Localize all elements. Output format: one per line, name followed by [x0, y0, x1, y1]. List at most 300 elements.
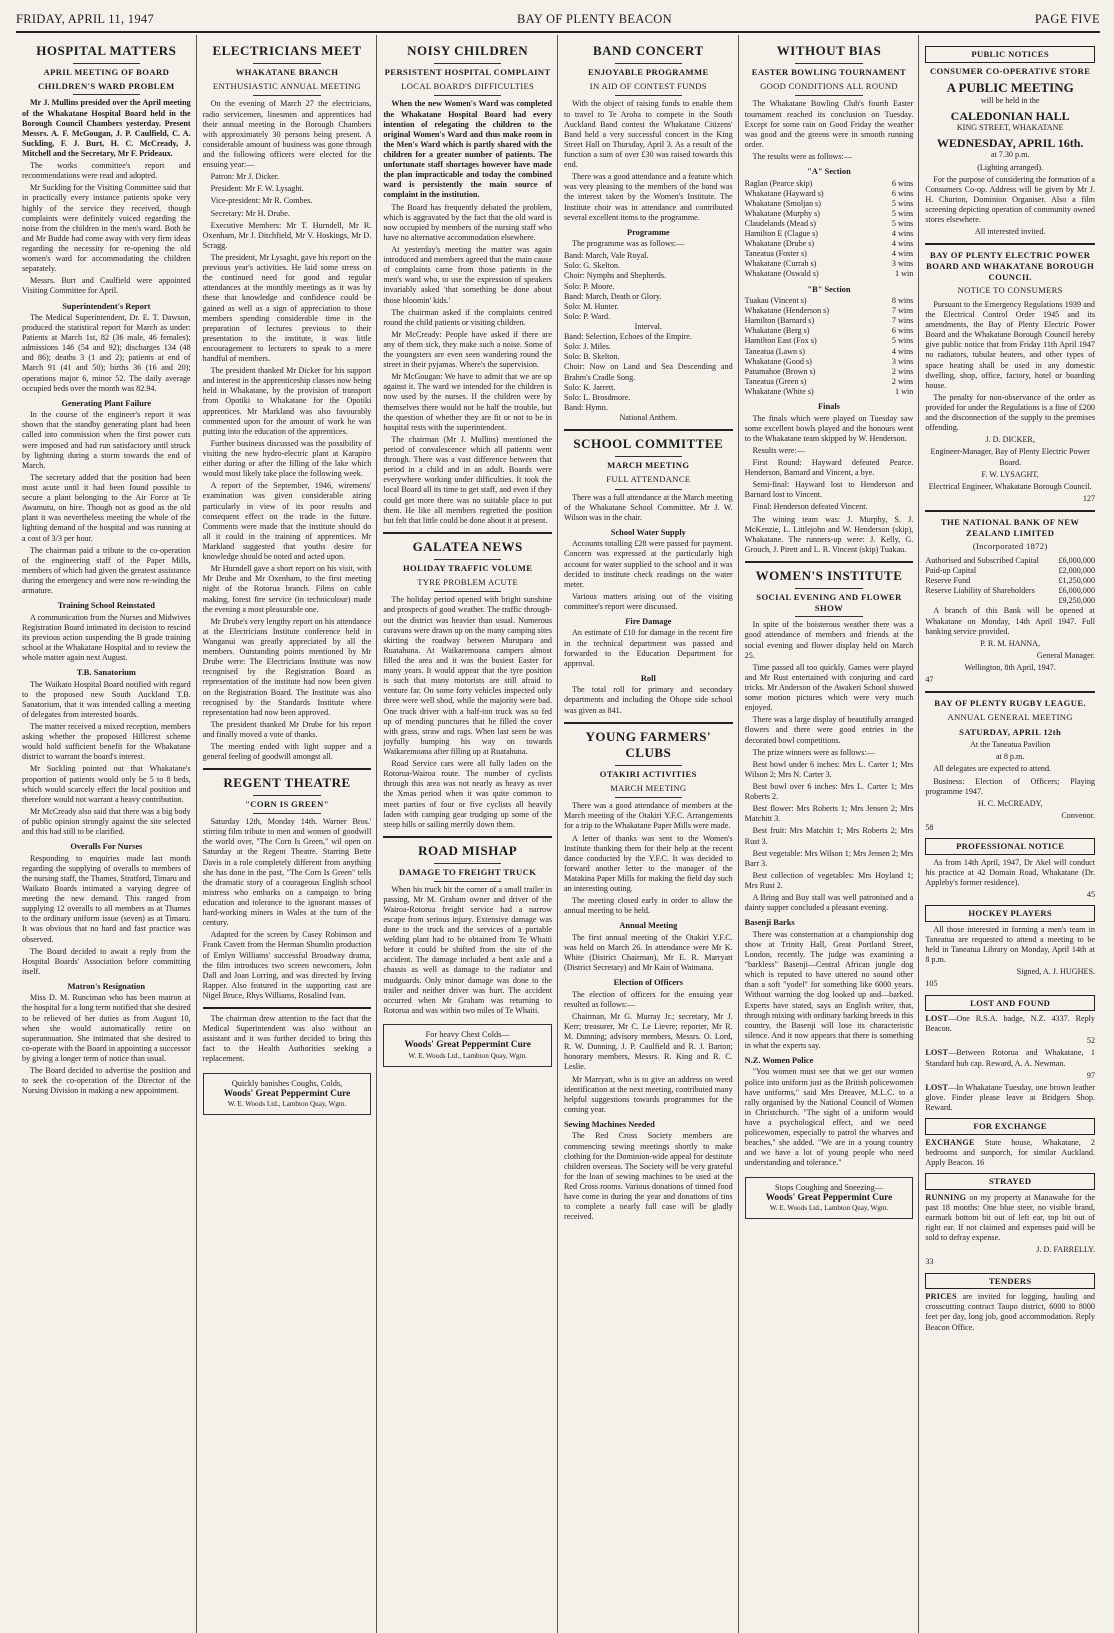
- section-heading: Roll: [640, 673, 656, 683]
- divider: [615, 95, 682, 96]
- table-row: [745, 377, 914, 387]
- subhead-childrens-ward: CHILDREN'S WARD PROBLEM: [38, 80, 175, 91]
- article-separator: [564, 429, 733, 431]
- ad-tagline: Stops Coughing and Sneezing—: [774, 1182, 884, 1192]
- paragraph: The programme was as follows:—: [572, 239, 685, 249]
- divider: [253, 63, 320, 64]
- subhead-april-meeting: APRIL MEETING OF BOARD: [43, 67, 170, 78]
- paragraph: First Round: Hayward defeated Pearce. Henderson, Barnard and Vincent, a bye.: [744, 457, 914, 478]
- divider: [73, 94, 140, 95]
- programme-item: Solo: B. Skelton.: [564, 352, 620, 362]
- paragraph: Mr McCready also said that there was a big body of public opinion strongly against the site selected and this had still to be clarified.: [22, 806, 191, 837]
- classified-keyword: RUNNING: [925, 1192, 967, 1202]
- paragraph: The finals which were played on Tuesday saw some excellent bowls played and the honours went to the Whakatane team skipped by W. Henderson.: [744, 413, 914, 443]
- paragraph: With the object of raising funds to enable them to travel to Te Aroha to compete in the South Auckland Band contest the Whakatane Citizens' Band held a very successful concert in the King Street Hall on Thursday, April 3. As a result of the function a sum of over £30 was raised towards this end.: [564, 99, 733, 170]
- subhead-local-board: LOCAL BOARD'S DIFFICULTIES: [401, 80, 535, 91]
- ad-tagline: Quickly banishes Coughs, Colds,: [231, 1078, 343, 1088]
- table-row: [745, 296, 914, 306]
- section-heading: "A" Section: [807, 167, 851, 177]
- masthead: [16, 10, 1100, 33]
- paragraph: There was a good attendance and a feature which was very pleasing to the members of the band was the interest taken by the Women's Institute. The Institute choir was in attendance and contributed several excellent items to the programme.: [564, 172, 733, 222]
- team-name: Hamilton (Barnard s): [744, 316, 815, 326]
- table-row: [745, 249, 914, 259]
- classified-ad: [925, 1014, 1095, 1034]
- subhead-whakatane-branch: WHAKATANE BRANCH: [235, 67, 339, 78]
- paragraph: There was consternation at a championship dog show at Trinity Hall, Great Portland Street, London, recently. The judge was examining a "barkless" Basenji—Central African jungle dog which is reputed to have uttered no sound other than a soft "yodel" for something like 6000 years. Without warning the dog looked up and—barked. Experts have stated, says an English writer, that, through mixing with ordinary barking breeds in this country, the Basenji will lose its characteristic silence. And it now appears that there is something in what the experts say.: [744, 929, 914, 1050]
- paragraph: Adapted for the screen by Casey Robinson and Frank Cavett from the Herman Shumlin production of Emlyn Williams' successful Broadway drama, the film introduces two screen newcomers, John Dall and Joan Lorring, and was directed by Irving Rapper. Also featured in the supporting cast are Nigel Bruce, Rhys Williams, Rosalind Ivan.: [202, 930, 372, 1000]
- paragraph: Mr McCready: People have asked if there are any of them sick, they make such a noise. Some of the youngsters are even seen wandering round the street in their pyjamas. Where's the supervision.: [383, 329, 552, 370]
- table-row: [745, 189, 914, 199]
- paragraph: The Waikato Hospital Board notified with regard to the proposed new South Auckland T.B. Sanatorium, that it was intended calling a meeting of delegates from interested boards.: [22, 679, 191, 719]
- section-heading: N.Z. Women Police: [744, 1056, 814, 1066]
- public-notices-header: PUBLIC NOTICES: [925, 46, 1095, 63]
- section-heading: Election of Officers: [613, 978, 683, 988]
- programme-item: Solo: P. Ward.: [564, 311, 611, 321]
- article-separator: [203, 1007, 372, 1009]
- signatory: Signed, A. J. HUGHES.: [1016, 967, 1095, 977]
- table-row: [745, 387, 914, 397]
- for-exchange-header: FOR EXCHANGE: [925, 1118, 1095, 1135]
- paragraph: When his truck hit the corner of a small trailer in passing, Mr M. Graham owner and driver of the Wairoa-Rotorua freight service had a narrow escape from serious injury. Extensive damage was done to the truck and the services of a portable welding plant had to be obtained from Te Whaiti before it could be shifted from the site of the accident. The damage included a bent axle and a chassis as well as damage to the radiator and mudguards. Only minor damage was done to the trailer and neither driver was hurt. The accident occurred when Mr Graham was returning to Rotorua and was within two miles of Te Whaiti.: [383, 884, 552, 1015]
- paragraph: The Board has frequently debated the problem, which is aggravated by the fact that the old ward is now occupied by members of the nursing staff who have no alternative accommodation elsewhere.: [383, 202, 552, 242]
- section-heading: Fire Damage: [625, 617, 672, 627]
- results-table-b: [745, 296, 914, 397]
- section-heading: Annual Meeting: [619, 921, 678, 931]
- paragraph: An estimate of £10 for damage in the recent fire in the technical department was passed and forwarded to the Education Department for approval.: [564, 628, 733, 668]
- paragraph: All interested invited.: [974, 227, 1046, 237]
- paragraph: A report of the September, 1946, wiremens' examination was given considerable airing particularly in view of its poor results and consequent effect on the trade in the future. Comments were made that the institute should do all it could in the training of apprentices. Mr Markland suggested that youths desire for knowledge should be noted and acted upon.: [202, 481, 372, 562]
- classified-keyword: LOST: [925, 1082, 949, 1092]
- team-wins: 4 wins: [891, 249, 914, 259]
- notice-number: 47: [925, 675, 934, 685]
- officer-entry: Secretary: Mr H. Drube.: [210, 208, 290, 218]
- notice-number: 45: [1086, 890, 1095, 900]
- paragraph: Road Service cars were all fully laden on the Rotorua-Wairoa route. The number of cyclists through this area was not nearly as heavy as over the Xmas period when it was quite common to meet parties of four or five cyclists all heavily laden with camping gear trudging up some of the steep hills or sailing merrily down them.: [383, 759, 552, 829]
- notice-subtitle: (Incorporated 1872): [972, 541, 1048, 552]
- results-table-a: [745, 179, 914, 280]
- paragraph: Messrs. Burt and Caulfield were appointed Visiting Committee for April.: [22, 276, 191, 296]
- lost-and-found-header: LOST AND FOUND: [925, 995, 1095, 1012]
- team-wins: 2 wins: [891, 366, 914, 376]
- paragraph: Business: Election of Officers; Playing programme 1947.: [925, 776, 1095, 796]
- paragraph: "You women must see that we get our women police into uniform just as the British policewomen have uniforms," said Mrs Dreaver, M.L.C. to a rally organised by the National Council of Women in Christchurch. "The sight of a uniform would have a psychological effect, and we need policewomen, especially to patrol the wharves and beaches," she added. "We are in a young country and we have a lot of young people who need understanding and tolerance.": [744, 1067, 914, 1168]
- notice-rugby-league: BAY OF PLENTY RUGBY LEAGUE.: [934, 698, 1087, 709]
- section-heading: T.B. Sanatorium: [76, 668, 136, 678]
- prize-entry: Best bowl under 6 inches: Mrs L. Carter 1; Mrs Wilson 2; Mrs N. Carter 3.: [744, 759, 914, 779]
- paragraph: The chairman paid a tribute to the co-operation of the engineering staff of the Paper Mills, members of which had given the greatest assistance during the emergency and were now re-winding the armature.: [22, 545, 191, 596]
- prize-entry: Best bowl over 6 inches: Mrs L. Carter 1; Mrs Roberts 2.: [744, 782, 914, 802]
- paragraph: Mr Suckling pointed out that Whakatane's proportion of patients would only be 5 to 8 beds, which would scarcely effect the local position and therefore would not warrant a heavy contribution.: [22, 764, 191, 804]
- team-name: Taneatua (Lawn s): [744, 346, 805, 356]
- divider: [434, 863, 501, 864]
- article-lead: Mr J. Mullins presided over the April meeting of the Whakatane Hospital Board held in the Borough Council Chambers yesterday. Present Messrs. A. F. McGougan, J. P. Caulfield, C. A. Suckling, F. J. Burt, H. C. McCready, J. Mitchell and the Secretary, Mr F. Prideaux.: [22, 98, 191, 158]
- meeting-date: SATURDAY, APRIL 12th: [959, 726, 1062, 737]
- paragraph: Miss D. M. Runciman who has been matron at the hospital for a long term notified that she desired to be relieved of her duties as from August 10, when she would automatically retire on superannuation. She intimated that she desired to co-operate with the Board in appointing a successor by giving a longer term of notice than usual.: [22, 993, 191, 1064]
- classified-keyword: LOST: [925, 1014, 949, 1024]
- section-heading: Generating Plant Failure: [61, 398, 152, 408]
- paragraph: Mr Suckling for the Visiting Committee said that in practically every instance patients spoke very highly of the service they received, though complaints were definitely voiced regarding the noise from the children in the men's ward. Both he and Mr Budde had come away with very firm ideas regarding the necessity for re-opening the old women's ward for accommodating the children separately.: [22, 183, 191, 274]
- subhead-holiday-traffic: HOLIDAY TRAFFIC VOLUME: [402, 563, 533, 574]
- table-row: [925, 556, 1095, 566]
- notice-consumer-coop: CONSUMER CO-OPERATIVE STORE: [929, 65, 1091, 76]
- team-name: Whakatane (Smoljan s): [744, 198, 821, 208]
- team-name: Claudelands (Mead s): [744, 218, 816, 228]
- ad-product: Woods' Great Peppermint Cure: [404, 1040, 531, 1051]
- officer-entry: Patron: Mr J. Dicker.: [210, 172, 280, 182]
- subhead-tyre-problem: TYRE PROBLEM ACUTE: [417, 576, 519, 587]
- paragraph: The president, Mr Lysaght, gave his report on the previous year's activities. He laid some stress on the continued need for good and regular attendances at the monthly meetings as it was by these that knowledge and confidence could be gained as well as a sign of appreciation to those members spending considerable time in the preparation of lectures previous to their presentation to the institute, it was little encouragement to lecturers to speak to a mere handful of members.: [202, 252, 372, 364]
- capital-value: £1,250,000: [1058, 576, 1095, 586]
- paragraph: will be held in the: [980, 96, 1040, 106]
- column-hospital-matters: [16, 35, 197, 1633]
- notice-number: 127: [1082, 493, 1095, 503]
- paragraph: The wining team was: J. Murphy, S. J. McKenzie, L. Littlejohn and W. Henderson (skip), Whakatane. The runners-up were: J. Kelly, G. Grouch, J. Pirett and L. R. Vincent (skip) Tuakau.: [744, 514, 914, 554]
- team-name: Patumahoe (Brown s): [744, 366, 816, 376]
- officer-entry: President: Mr F. W. Lysaght.: [210, 184, 304, 194]
- programme-item: Band: Hymn.: [564, 402, 608, 412]
- divider: [615, 63, 682, 64]
- paragraph: A Bring and Buy stall was well patronised and a dainty supper concluded a pleasant evening.: [744, 893, 914, 913]
- paragraph: The Board decided to advertise the position and to seek the co-operation of the Director of the Nursing Division in making a new appointment.: [22, 1066, 191, 1096]
- venue-name: At the Taneatua Pavilion: [970, 740, 1051, 750]
- divider: [434, 63, 501, 64]
- page-number: PAGE FIVE: [1034, 11, 1100, 26]
- table-row: [745, 326, 914, 336]
- paragraph: A letter of thanks was sent to the Women's Institute thanking them for their help at the recent dance conducted by the Y.F.C. It was decided to forward another letter to the manager of the Matakina Paper Mills for making the field day such an interesting outing.: [564, 833, 733, 894]
- paragraph: All delegates are expected to attend.: [933, 764, 1052, 774]
- section-heading: Finals: [818, 402, 840, 412]
- divider: [434, 881, 501, 882]
- signatory: J. D. DICKER,: [985, 435, 1035, 445]
- article-separator: [383, 836, 552, 838]
- table-row: [745, 239, 914, 249]
- paragraph: Further business discussed was the possibility of visiting the new hydro-electric plant at Karapiro either during or after the filling of the lake which would most likely take place the following week.: [202, 438, 372, 479]
- programme-item: Solo: P. Moore.: [564, 281, 615, 291]
- notice-electric-board: BAY OF PLENTY ELECTRIC POWER BOARD AND WHAKATANE BOROUGH COUNCIL: [926, 250, 1095, 282]
- ad-maker: W. E. Woods Ltd., Lambton Quay, Wgtn.: [769, 1204, 889, 1213]
- paragraph: The Whakatane Bowling Club's fourth Easter tournament reached its conclusion on Tuesday. Except for some rain on Good Friday the weather was good and the greens were in smooth running order.: [744, 99, 914, 149]
- article-separator: [745, 561, 914, 563]
- capital-label: Reserve Liability of Shareholders: [925, 586, 1035, 596]
- professional-notice-header: PROFESSIONAL NOTICE: [925, 838, 1095, 855]
- subhead-annual-meeting: ENTHUSIASTIC ANNUAL MEETING: [212, 80, 362, 91]
- classified-keyword: LOST: [925, 1048, 949, 1058]
- programme-item: Band: March, Vale Royal.: [564, 251, 649, 261]
- classified-ad: [925, 1292, 1095, 1332]
- signatory-title: Electrical Engineer, Whakatane Borough Council.: [928, 481, 1092, 491]
- headline-noisy-children: NOISY CHILDREN: [407, 43, 529, 58]
- divider: [795, 588, 862, 589]
- capital-value: £6,000,000: [1058, 586, 1095, 596]
- divider: [795, 95, 862, 96]
- advertisement-peppermint-cure: [203, 1073, 372, 1116]
- section-heading: Matron's Resignation: [67, 981, 145, 991]
- divider: [434, 95, 501, 96]
- ad-tagline: For heavy Chest Colds—: [425, 1030, 510, 1040]
- issue-date: FRIDAY, APRIL 11, 1947: [16, 11, 154, 26]
- meeting-time: at 8 p.m.: [995, 752, 1025, 762]
- capital-total: £9,250,000: [1058, 596, 1095, 606]
- subhead-persistent-complaint: PERSISTENT HOSPITAL COMPLAINT: [384, 67, 551, 78]
- team-name: Taneatua (Green s): [744, 376, 807, 386]
- team-wins: 1 win: [895, 387, 914, 396]
- hockey-players-header: HOCKEY PLAYERS: [925, 905, 1095, 922]
- venue-name: CALEDONIAN HALL: [950, 108, 1070, 123]
- column-electricians-meet: [197, 35, 378, 1633]
- subhead-good-conditions: GOOD CONDITIONS ALL ROUND: [760, 80, 898, 91]
- headline-young-farmers: YOUNG FARMERS' CLUBS: [585, 728, 712, 760]
- team-wins: 3 wins: [891, 356, 914, 366]
- programme-item: Band: Selection, Echoes of the Empire.: [564, 332, 692, 342]
- team-wins: 1 win: [895, 269, 914, 279]
- table-row: [745, 336, 914, 346]
- paragraph: Various matters arising out of the visiting committee's report were discussed.: [564, 591, 733, 611]
- paragraph: Time passed all too quickly. Games were played and Mr Rust entertained with conjuring and card tricks. Mr Anderson of the Awakeri School showed some motion pictures which were very much enjoyed.: [744, 662, 914, 713]
- notice-place-date: Wellington, 8th April, 1947.: [964, 663, 1056, 673]
- table-row: [745, 367, 914, 377]
- divider: [253, 795, 320, 796]
- divider: [615, 765, 682, 766]
- headline-road-mishap: ROAD MISHAP: [418, 842, 518, 858]
- paragraph: The results were as follows:—: [752, 151, 852, 161]
- column-public-notices: [919, 35, 1100, 1633]
- table-row: [925, 576, 1095, 586]
- paragraph: The total roll for primary and secondary departments and including the Ohope side school was given as 841.: [564, 685, 733, 715]
- section-heading: Overalls For Nurses: [70, 842, 143, 852]
- article-lead: When the new Women's Ward was completed the Whakatane Hospital Board had every intention of relegating the children to the original Women's Ward and thus make room in the Men's Ward which is partly shared with the children for a greater number of patients. The unfortunate staff shortages however have made the plan impracticable and today the combined ward is persistently the main source of complaint in the institution.: [383, 99, 552, 200]
- columns: [16, 35, 1100, 1633]
- classified-ad: [925, 1083, 1095, 1113]
- headline-electricians-meet: ELECTRICIANS MEET: [212, 43, 362, 58]
- ad-maker: W. E. Woods Ltd., Lambton Quay, Wgtn.: [408, 1051, 527, 1060]
- divider: [434, 559, 501, 560]
- paragraph: In spite of the boisterous weather there was a good attendance of members and friends at the social evening and flower display held on March 25.: [744, 620, 914, 660]
- team-wins: 5 wins: [891, 218, 914, 228]
- paragraph: The matter received a mixed reception, members asking whether the proposed Hillcrest scheme would hold sufficient benefit for the Whakatane district to warrant the board's interest.: [22, 722, 191, 762]
- programme-item: Interval.: [634, 322, 662, 332]
- divider: [615, 489, 682, 490]
- paragraph: The Medical Superintendent, Dr. E. T. Dawson, produced the statistical report for March as under: Patients at March 1st, 82 (36 male, 46 females); admissions 146 (54 and 92); discharges 134 (48 and 86); deaths 3 (1 and 2); patients at end of March 91 (41 and 50); births 36 (16 and 20); operations major 6, minor 52. The daily average occupied beds over the month was 82.94.: [22, 312, 191, 393]
- divider: [253, 95, 320, 96]
- headline-regent-theatre: REGENT THEATRE: [223, 775, 351, 791]
- programme-item: Band: March, Death or Glory.: [564, 291, 662, 301]
- notice-subtitle: NOTICE TO CONSUMERS: [957, 285, 1063, 296]
- paragraph: A communication from the Nurses and Midwives Registration Board intimated its decision to rescind its previous action suspending the B grade training school at the Whakatane Hospital and to review the whole matter again next August.: [22, 612, 191, 663]
- signatory-title: Convenor.: [1061, 810, 1095, 820]
- classified-keyword: EXCHANGE: [925, 1137, 975, 1147]
- section-heading: Superintendent's Report: [62, 301, 151, 311]
- paragraph: At yesterday's meeting the matter was again introduced and members agreed that the main cause of complaints came from those patients in the men's ward who, to use the expression of speakers invariably asked 'that something be done about those bloomin' kids.': [383, 244, 552, 305]
- notice-subtitle: ANNUAL GENERAL MEETING: [947, 711, 1073, 722]
- notice-number: 97: [1086, 1070, 1095, 1080]
- paragraph: The chairman asked if the complaints centred round the child patients or visiting children.: [383, 307, 552, 327]
- ad-product: Woods' Great Peppermint Cure: [223, 1088, 351, 1099]
- paragraph: The penalty for non-observance of the order as provided for under the Regulations is a fine of £200 and the disconnection of the supply to the premises offending.: [925, 392, 1095, 433]
- team-name: Whakatane (White s): [744, 387, 814, 396]
- team-name: Whakatane (Henderson s): [744, 306, 830, 316]
- divider: [615, 797, 682, 798]
- section-heading: Sewing Machines Needed: [564, 1120, 655, 1129]
- paragraph: The holiday period opened with bright sunshine and prospects of good weather. The traffic through-out the district was heavier than usual. Numerous caravans were drawn up on the many camping sites skirting the roadway between Murupara and Ruatahuna. At Waikaremoana campers almost filled the area and it was the busiest Easter for many years. It would appear that the tyre position is such that many motorists are still afraid to venture far. On some forty vehicles inspected only three were well shod, while the majority were bad. One truck driver with a half-ton truck was so fed up of mending punctures that he filled the cover with grass, straw and rags. When last seen he was joyfully bumping his way on towards Waikaremoana after filling up at Ruatahuna.: [383, 595, 552, 756]
- divider: [73, 63, 140, 64]
- paragraph: The works committee's report and recommendations were read and adopted.: [22, 161, 191, 181]
- paragraph: Mr Marryatt, who is to give an address on weed identification at the next meeting, contributed many helpful suggestions towards programmes for the coming year.: [564, 1074, 733, 1114]
- table-row: [745, 316, 914, 326]
- article-separator: [203, 768, 372, 770]
- headline-womens-institute: WOMEN'S INSTITUTE: [755, 567, 903, 583]
- notice-number: 58: [925, 822, 934, 832]
- paragraph: The election of officers for the ensuing year resulted as follows:—: [564, 989, 733, 1009]
- ad-maker: W. E. Woods Ltd., Lambton Quay, Wgtn.: [227, 1100, 347, 1109]
- divider: [615, 456, 682, 457]
- team-wins: 4 wins: [891, 239, 914, 249]
- paragraph: The prize winners were as follows:—: [752, 747, 875, 757]
- paragraph: All those interested in forming a men's team in Taneatua are requested to attend a meeting to be held in Taneatua Library on Monday, April 14th at 8 p.m.: [925, 924, 1095, 965]
- signatory: F. W. LYSAGHT,: [981, 469, 1039, 479]
- team-wins: 8 wins: [891, 296, 914, 306]
- table-row: [745, 259, 914, 269]
- paragraph: Saturday 12th, Monday 14th. Warner Bros.' stirring film tribute to men and women of goodwill the world over, "The Corn Is Green," wil open on Saturday at the Regent Theatre. Starring Bette Davis in a role completely different from anything she has done in the past, "The Corn Is Green" tells the dramatic story of a courageous English school mistress who embarks on a campaign to bring education and tolerance to the ignorant masses of hard-working miners in Wales at the turn of the century.: [202, 817, 372, 928]
- prize-entry: Best flower: Mrs Roberts 1; Mrs Jensen 2; Mrs Matchitt 3.: [744, 804, 914, 824]
- paragraph: The chairman drew attention to the fact that the Medical Superintendent was also without an assistant and it was further decided to bring this fact to the Health Authorities seeking a replacement.: [202, 1014, 372, 1064]
- paragraph: There was a full attendance at the March meeting of the Whakatane School Committee. Mr J. W. Wilson was in the chair.: [564, 492, 733, 522]
- prize-entry: Best collection of vegetables: Mrs Hoyland 1; Mrs Rust 2.: [744, 870, 914, 890]
- column-without-bias: [739, 35, 920, 1633]
- headline-band-concert: BAND CONCERT: [593, 43, 704, 58]
- paragraph: Chairman, Mr G. Murray Jr.; secretary, Mr J. Kerr; treasurer, Mr C. Le Lievre; reporter, Mr R. M. Dunning; advisory members, Messrs. O. Lord, R. W. Dunning, J. P. Caulfield and R. J. Barton; honorary members, Messrs. R. King and R. C. Leslie.: [564, 1011, 733, 1072]
- programme-item: Solo: G. Skelton.: [564, 261, 620, 271]
- table-row: [745, 209, 914, 219]
- classified-text: —In Whakatane Tuesday, one brown leather glove. Finder please leave at Bridgers Shop. Reward.: [925, 1082, 1095, 1113]
- programme-item: Choir: Now on Land and Sea Descending and Brahm's Cradle Song.: [564, 362, 733, 382]
- strayed-header: STRAYED: [925, 1173, 1095, 1190]
- bank-capital-table: [925, 556, 1095, 607]
- paragraph: Final: Henderson defeated Vincent.: [752, 502, 868, 512]
- paragraph: For the purpose of considering the formation of a Consumers Co-op. Address will be given by Mr J. H. Churton, Dominion Organiser. Also a film screening depicting operation of community owned stores elsewhere.: [925, 174, 1095, 225]
- prize-entry: Best vegetable: Mrs Wilson 1; Mrs Jensen 2; Mrs Barr 3.: [744, 848, 914, 868]
- section-heading: Basenji Barks: [744, 918, 795, 928]
- subhead-social-evening: SOCIAL EVENING AND FLOWER SHOW: [756, 592, 902, 613]
- signatory-title: Engineer-Manager, Bay of Plenty Electric Power Board.: [930, 447, 1090, 467]
- paragraph: As from 14th April, 1947, Dr Akel will conduct his practice at 42 Domain Road, Whakatane (Dr. Appleby's former residence).: [925, 857, 1095, 887]
- classified-ad: [925, 1048, 1095, 1068]
- classified-text: State house, Whakatane, 2 bedrooms and sunporch, for similar Auckland. Apply Beacon.: [925, 1137, 1095, 1168]
- meeting-time: at 7.30 p.m.: [990, 150, 1030, 160]
- programme-item: Solo: L. Brosdmore.: [564, 392, 631, 402]
- article-separator: [564, 722, 733, 724]
- signatory-title: General Manager.: [1036, 650, 1095, 660]
- table-row: [745, 347, 914, 357]
- paragraph: The first annual meeting of the Otakiri Y.F.C. was held on March 26. In attendance were Mr K. White (District Chairman), Mr E. R. Marryatt (District Secretary) and Mr Kain of Waimana.: [564, 932, 733, 973]
- team-name: Whakatane (Hayward s): [744, 188, 824, 198]
- meeting-note: (Lighting arranged).: [977, 162, 1044, 172]
- capital-label: [925, 596, 1053, 606]
- paragraph: The Red Cross Society members are commencing sewing meetings shortly to make clothing for the Dominion-wide appeal for destitute children overseas. The Society will be very grateful for the loan of sewing machines to be used at the Red Cross rooms. Various donations of tinned food have come in during the year and donations of tins to complete a nearly full case will be gladly received.: [564, 1131, 733, 1222]
- column-noisy-children: [377, 35, 558, 1633]
- team-name: Hamilton East (Fox s): [744, 336, 817, 346]
- table-row: [925, 566, 1095, 576]
- paragraph: The Board decided to await a reply from the Hospital Boards' Association before committing itself.: [22, 946, 191, 976]
- capital-value: £2,000,000: [1058, 566, 1095, 576]
- notice-separator: [925, 691, 1095, 693]
- ad-product: Woods' Great Peppermint Cure: [765, 1192, 893, 1203]
- capital-label: Paid-up Capital: [925, 566, 977, 576]
- notice-national-bank: THE NATIONAL BANK OF NEW ZEALAND LIMITED: [940, 516, 1080, 538]
- paragraph: Mr McGougan: We have to admit that we are up against it. The ward we intended for the children is now used by the nurses. If the children were by themselves there would not be half the trouble, but the question of whether they are fit or not to be in hospital rests with the superintendent.: [383, 372, 552, 432]
- team-name: Tuakau (Vincent s): [744, 296, 807, 306]
- programme-item: Solo: M. Hunter.: [564, 301, 619, 311]
- advertisement-peppermint-cure: [745, 1177, 914, 1220]
- classified-text: on my property at Manawahe for the past 18 months: One blue steer, no visible brand, earmark bottom bit out of left ear, top bit out of right ear. If not claimed and expenses paid will be sold to defray expense.: [925, 1192, 1095, 1243]
- team-name: Whakatane (Berg s): [744, 326, 810, 336]
- paragraph: Accounts totalling £28 were passed for payment. Concern was expressed at the particularly high account for water supplied to the school and it was decided to institute check readings on the water meter.: [564, 539, 733, 589]
- notice-number: 105: [925, 979, 938, 989]
- programme-item: Choir: Nymphs and Shepherds.: [564, 271, 667, 281]
- subhead-corn-is-green: "CORN IS GREEN": [245, 799, 329, 810]
- officer-entry: Executive Members: Mr T. Hurndell, Mr R. Oxenham, Mr J. Ditchfield, Mr V. Hoskings, Mr D. Scragg.: [202, 220, 372, 250]
- column-band-concert: [558, 35, 739, 1633]
- headline-without-bias: WITHOUT BIAS: [776, 43, 882, 58]
- table-row: [745, 269, 914, 279]
- team-wins: 5 wins: [891, 208, 914, 218]
- notice-number: 33: [925, 1257, 934, 1267]
- table-row: [925, 596, 1095, 606]
- team-wins: 2 wins: [891, 376, 914, 386]
- paragraph: There was a large display of beautifully arranged flowers and there were good entries in the decorated bowl competitions.: [744, 715, 914, 745]
- meeting-date: WEDNESDAY, APRIL 16th.: [936, 135, 1084, 150]
- paragraph: On the evening of March 27 the electricians, radio servicemen, linesmen and apprentices had their annual meeting in the Borough Chambers with approximately 30 persons being present. A considerable amount of business was gone through and the following officers were elected for the ensuing year:—: [202, 99, 372, 170]
- subhead-march-meeting: MARCH MEETING: [607, 460, 690, 471]
- tenders-header: TENDERS: [925, 1273, 1095, 1290]
- team-name: Hamilton E (Clague s): [744, 229, 818, 239]
- team-name: Taneatua (Foster s): [744, 249, 807, 259]
- subhead-march-meeting: MARCH MEETING: [610, 782, 687, 793]
- signatory: J. D. FARRELLY.: [1036, 1245, 1095, 1255]
- table-row: [745, 219, 914, 229]
- team-wins: 7 wins: [891, 306, 914, 316]
- classified-ad: [925, 1138, 1095, 1168]
- team-name: Raglan (Pearce skip): [744, 178, 813, 188]
- headline-galatea-news: GALATEA NEWS: [412, 538, 523, 554]
- advertisement-peppermint-cure: [383, 1024, 552, 1067]
- capital-label: Reserve Fund: [925, 576, 971, 586]
- paragraph: Responding to enquiries made last month regarding the supplying of overalls to members of the nursing staff, the Thames, Stratford, Timaru and Waikato Boards intimated a varying degree of meeting the new demand. This ranged from supplying 12 overalls to all members as at Thames to the ordinary uniform issue (seven) as at Timaru. It was obvious that no hard and fast practice was observed.: [22, 853, 191, 944]
- team-name: Whakatane (Murphy s): [744, 208, 821, 218]
- paragraph: The secretary added that the position had been most acute until it had been found possible to secure a plant belonging to the Air Force at Te Awamutu, on hire. Though not as good as the old plant it was nevertheless meeting the whole of the lighting demand of the hospital and was running at a cost of 3/3 per hour.: [22, 472, 191, 543]
- paragraph: Semi-final: Hayward lost to Henderson and Barnard lost to Vincent.: [744, 480, 914, 500]
- paragraph: The meeting closed early in order to allow the annual meeting to be held.: [564, 896, 733, 916]
- notice-number: 52: [1086, 1036, 1095, 1046]
- paragraph: Pursuant to the Emergency Regulations 1939 and the Electrical Control Order 1945 and its amendments, the Bay of Plenty Electric Power Board and the Whakatane Borough Council hereby give public notice that from Friday 11th April 1947 no radiators, tubular heaters, and other types of space heating shall be used in any domestic dwelling, shop, office, factory, hotel or boarding house.: [925, 299, 1095, 390]
- section-heading: Programme: [627, 227, 670, 237]
- subhead-freight-truck: DAMAGE TO FREIGHT TRUCK: [399, 866, 537, 877]
- table-row: [745, 306, 914, 316]
- paragraph: The chairman (Mr J. Mullins) mentioned the period of convalescence which all patients went through. There was a vast difference between that period in a child and in an adult. Boards were everywhere working under difficulties. It took the local Board all its time to get staff, and even if they could get more there was no suitable place to put them. He like all members regretted the position but felt that little could be done about it at present.: [383, 434, 552, 525]
- team-wins: 4 wins: [891, 346, 914, 356]
- classified-text: are invited for logging, hauling and crosscutting contract Taupo district, 6000 to 8000 feet per day, long job, good accommodation. Reply Beacon Office.: [925, 1292, 1095, 1332]
- prize-entry: Best fruit: Mrs Matchitt 1; Mrs Roberts 2; Mrs Rust 3.: [744, 826, 914, 846]
- programme-item: Solo: K. Jarrett.: [564, 382, 616, 392]
- paragraph: Results were:—: [752, 445, 805, 455]
- divider: [795, 616, 862, 617]
- team-wins: 5 wins: [891, 198, 914, 208]
- classified-text: —Between Rotorua and Whakatane, 1 Standard hub cap. Reward, A. A. Newman.: [925, 1048, 1095, 1068]
- paragraph: Mr Drube's very lengthy report on his attendance at the Electricians Institute conference held in Wanganui was greatly appreciated by all the members. Outstanding points mentioned by Mr Drube were: The Electricians Institute was now recognised by the Registration Board as representation of the institute had now been given on the Registration Board. The Institute was also recognised by the Standards Institute where representation had now been approved.: [202, 616, 372, 717]
- paragraph: There was a good attendance of members at the March meeting of the Otakiri Y.F.C. Arrangements for a trip to the Whakatane Paper Mills were made.: [564, 801, 733, 831]
- notice-separator: [925, 243, 1095, 245]
- divider: [434, 591, 501, 592]
- article-separator: [383, 532, 552, 534]
